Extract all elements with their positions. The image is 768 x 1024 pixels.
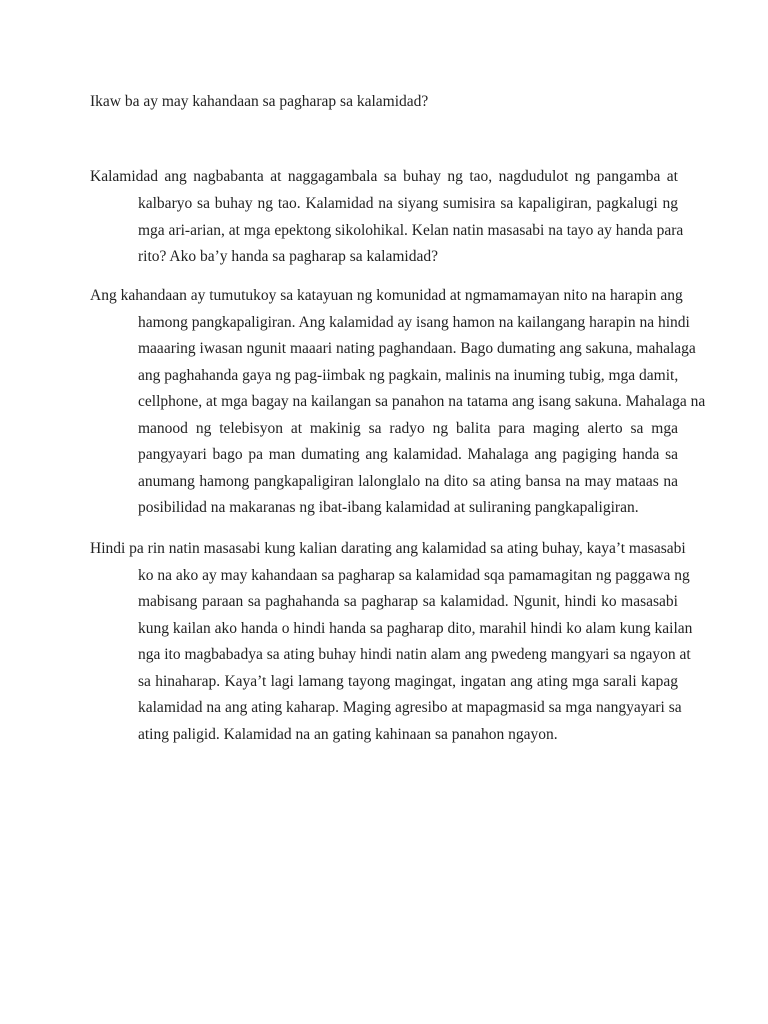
- document-title: Ikaw ba ay may kahandaan sa pagharap sa kalamidad?: [90, 93, 429, 110]
- paragraph-line: sa hinaharap. Kaya’t lagi lamang tayong magingat, ingatan ang ating mga sarali kapag: [138, 673, 678, 690]
- paragraph-line: Hindi pa rin natin masasabi kung kalian darating ang kalamidad sa ating buhay, kaya’t masasabi: [90, 540, 686, 557]
- paragraph-line: kalamidad na ang ating kaharap. Maging agresibo at mapagmasid sa mga nangyayari sa: [138, 699, 682, 716]
- paragraph-line: kalbaryo sa buhay ng tao. Kalamidad na siyang sumisira sa kapaligiran, pagkalugi ng: [138, 195, 678, 212]
- paragraph-line: Ang kahandaan ay tumutukoy sa katayuan ng komunidad at ngmamamayan nito na harapin ang: [90, 287, 683, 304]
- paragraph-line: mabisang paraan sa paghahanda sa pagharap sa kalamidad. Ngunit, hindi ko masasabi: [138, 593, 678, 610]
- paragraph-line: ang paghahanda gaya ng pag-iimbak ng pagkain, malinis na inuming tubig, mga damit,: [138, 367, 679, 384]
- paragraph-line: maaaring iwasan ngunit maaari nating paghandaan. Bago dumating ang sakuna, mahalaga: [138, 340, 696, 357]
- paragraph-line: manood ng telebisyon at makinig sa radyo ng balita para maging alerto sa mga: [138, 420, 678, 437]
- paragraph-line: nga ito magbabadya sa ating buhay hindi natin alam ang pwedeng mangyari sa ngayon at: [138, 646, 691, 663]
- paragraph-line: posibilidad na makaranas ng ibat-ibang kalamidad at suliraning pangkapaligiran.: [138, 499, 639, 516]
- paragraph-line: kung kailan ako handa o hindi handa sa pagharap dito, marahil hindi ko alam kung kailan: [138, 620, 693, 637]
- paragraph-line: hamong pangkapaligiran. Ang kalamidad ay isang hamon na kailangang harapin na hindi: [138, 314, 690, 331]
- paragraph-line: pangyayari bago pa man dumating ang kalamidad. Mahalaga ang pagiging handa sa: [138, 446, 678, 463]
- paragraph-line: cellphone, at mga bagay na kailangan sa panahon na tatama ang isang sakuna. Mahalaga na: [138, 393, 706, 410]
- paragraph-line: mga ari-arian, at mga epektong sikolohikal. Kelan natin masasabi na tayo ay handa para: [138, 222, 684, 239]
- paragraph-line: ko na ako ay may kahandaan sa pagharap sa kalamidad sqa pamamagitan ng paggawa ng: [138, 567, 690, 584]
- paragraph-line: rito? Ako ba’y handa sa pagharap sa kalamidad?: [138, 248, 438, 265]
- paragraph-line: Kalamidad ang nagbabanta at naggagambala sa buhay ng tao, nagdudulot ng pangamba at: [90, 168, 678, 185]
- paragraph-line: ating paligid. Kalamidad na an gating kahinaan sa panahon ngayon.: [138, 726, 558, 743]
- paragraph-line: anumang hamong pangkapaligiran lalonglalo na dito sa ating bansa na may mataas na: [138, 473, 678, 490]
